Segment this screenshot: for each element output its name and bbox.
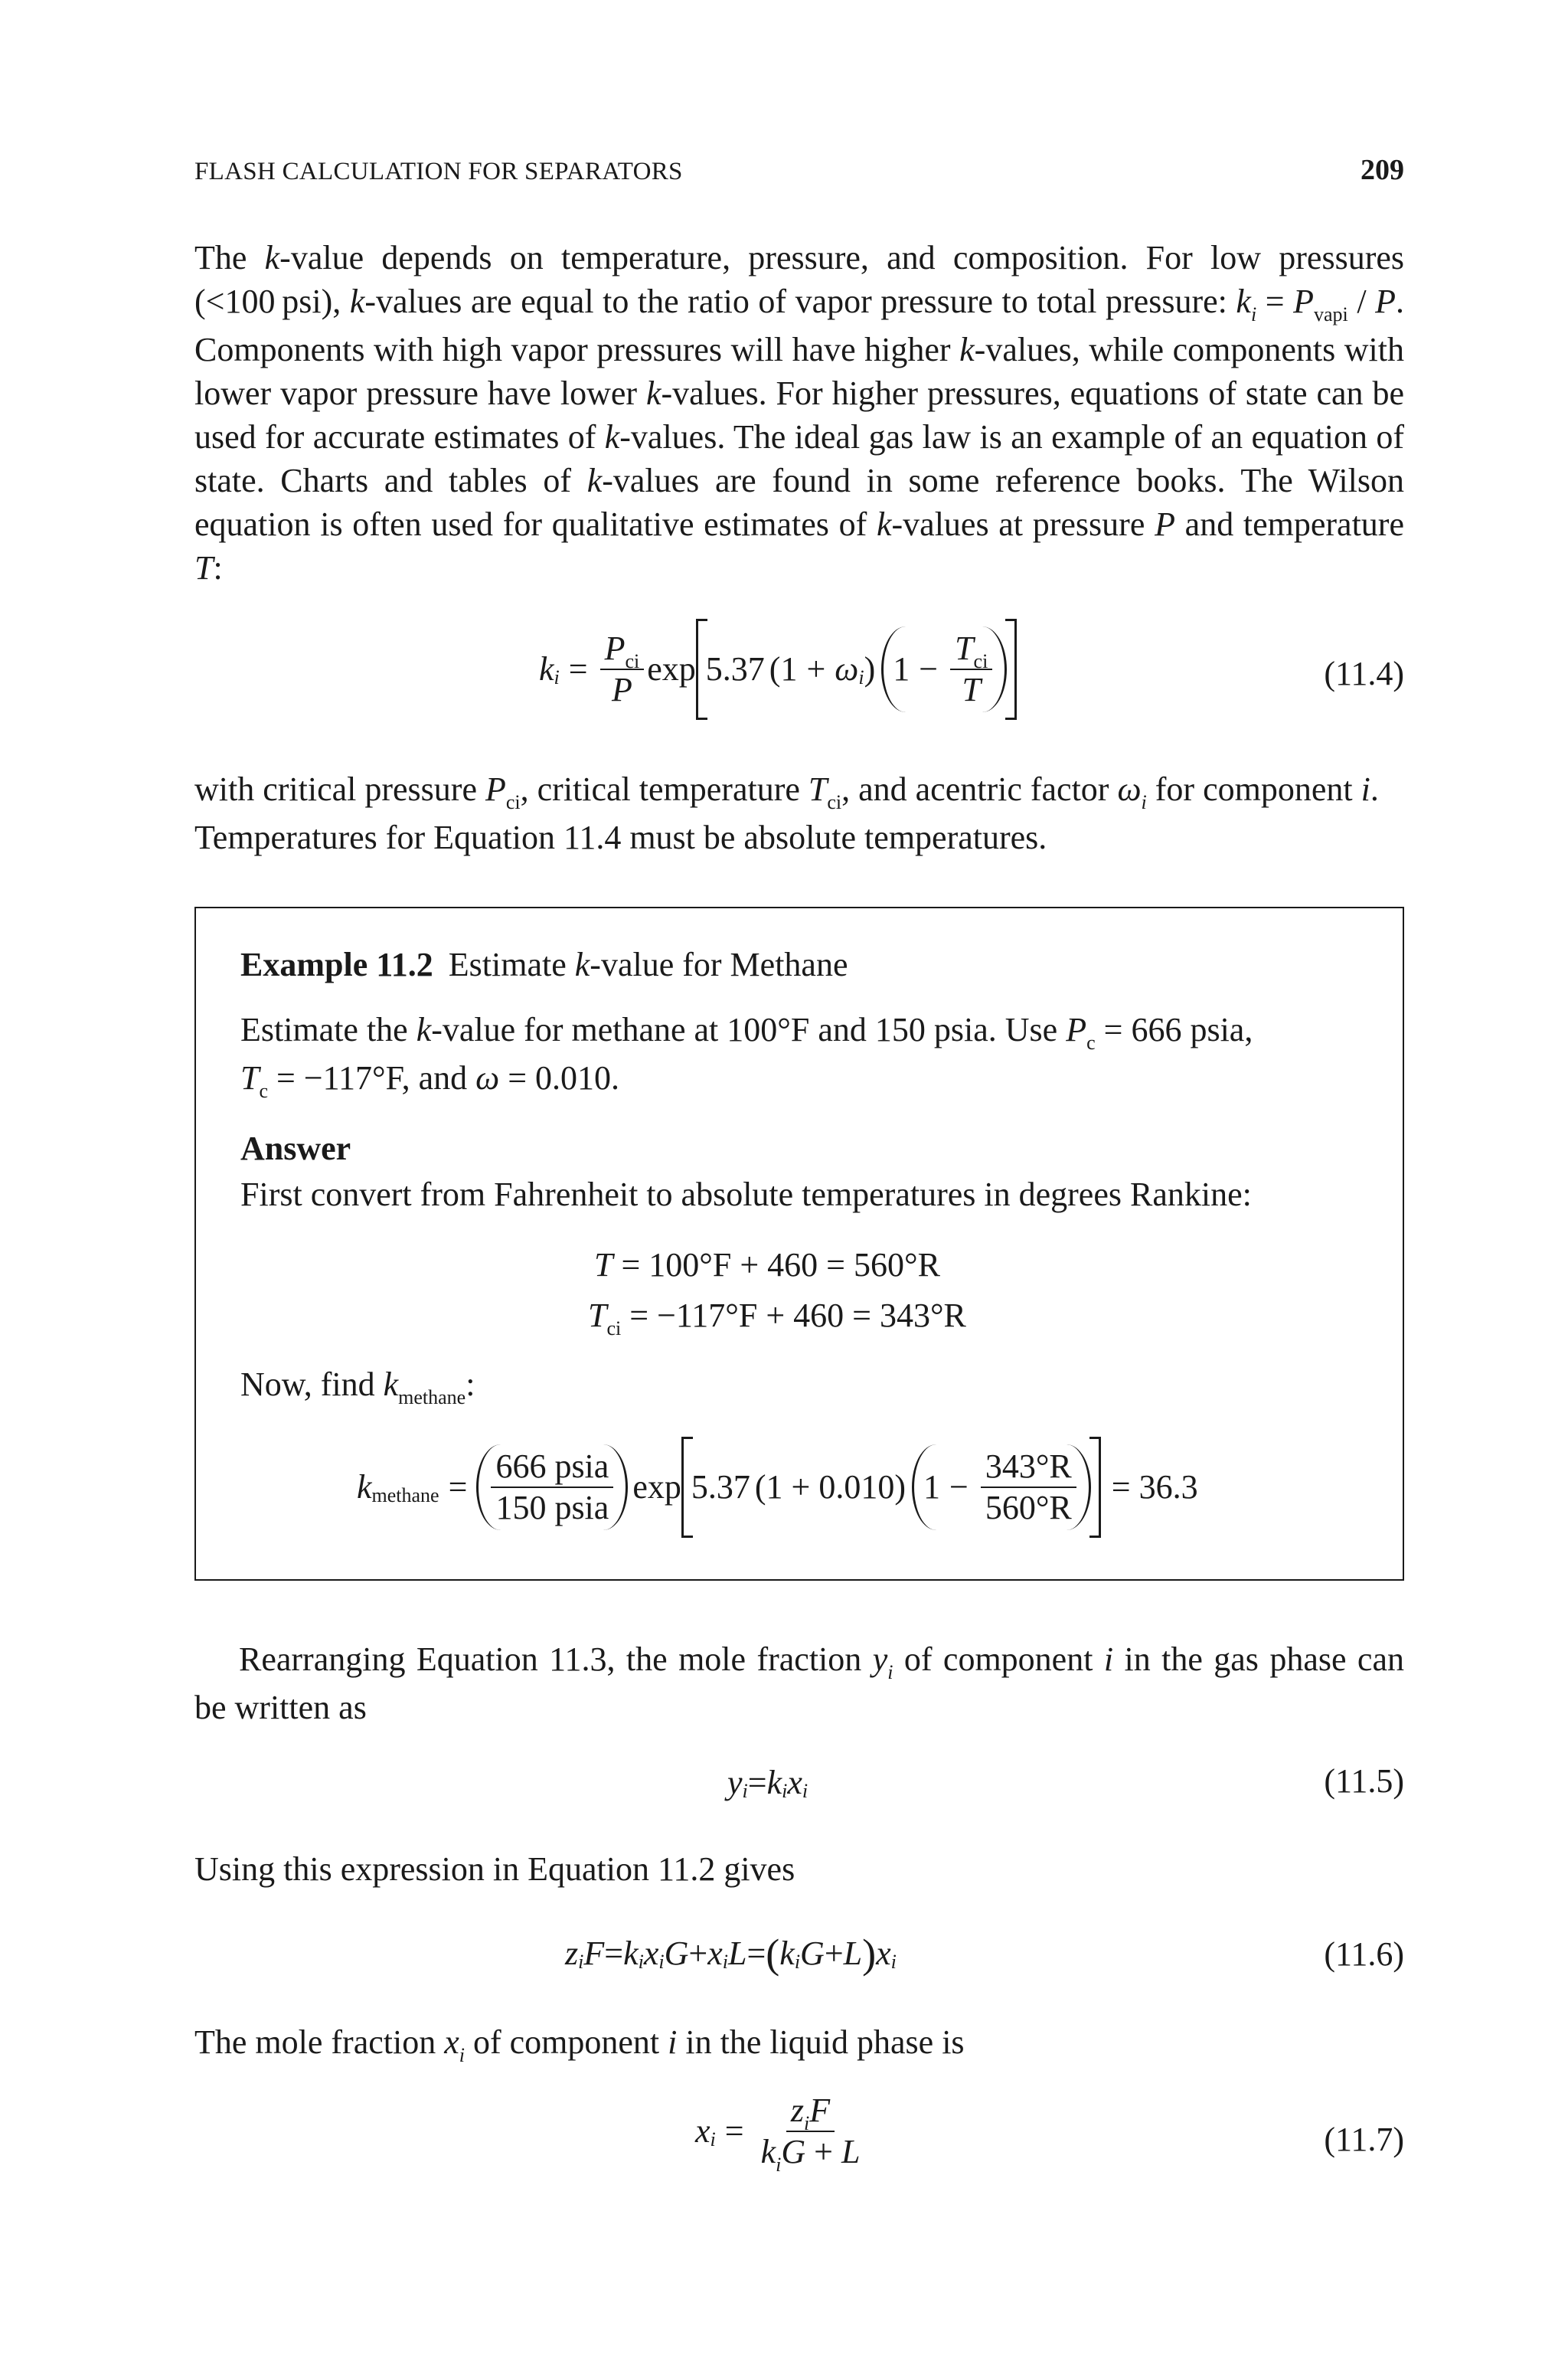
text: i [890,1951,897,1973]
text: 5.37 [691,1468,750,1506]
text: G [800,1935,825,1972]
square-bracket: 5.37 ( 1 + ω i ) 1 − $\frac{T_{ci}}{T}$ [696,619,1018,720]
conversion-t [594,1245,1130,1284]
text: k [604,418,620,456]
text: k [623,1935,639,1972]
answer-text: First convert from Fahrenheit to absolute temperatures in degrees Rankine: [240,1176,1252,1213]
text: exp [647,650,696,688]
answer-heading: Answer [240,1130,351,1167]
text: i [802,1780,808,1802]
text: = [746,1935,766,1972]
text: i [887,1661,893,1683]
text: -values. The ideal gas law is an example of an equation of state. Charts and tables of [194,418,1404,499]
text: + [806,650,826,688]
text: k [349,283,365,320]
text: 1 [780,650,798,688]
text: , and acentric factor [841,770,1118,808]
text: , critical temperature [520,770,808,808]
text: 1 [893,650,910,688]
fraction-rankine [981,1447,1076,1526]
text: = [448,1468,468,1506]
text: = 666 psia, [1095,1011,1253,1048]
methane-calculation [357,1437,1198,1538]
text: k [383,1366,399,1403]
equation-number: (11.4) [1324,655,1404,692]
text: x [787,1764,802,1801]
calculation-result: = 36.3 [1111,1468,1198,1506]
text: P [611,671,632,708]
fraction-pci-over-p [600,632,645,707]
text: P [1293,283,1314,320]
equation-11-6 [194,1927,1404,1980]
text: − [949,1468,969,1506]
text: = [724,2112,744,2150]
text: 5.37 [705,650,765,688]
text: . Components with high vapor pressures will have higher [194,283,1404,368]
text: x [695,2112,710,2150]
text: Rearranging Equation 11.3, the mole fraction [239,1640,873,1678]
text: i [658,1951,665,1973]
equation-11-4-body [539,619,1017,720]
text: P [1066,1011,1087,1048]
text: i [742,1780,748,1802]
text: + [824,1935,844,1972]
text: -values at pressure [891,505,1155,543]
text: -values. For higher pressures, equations of state can be used for accurate estimates of [194,374,1404,456]
text: with critical pressure [194,770,485,808]
text: k [357,1468,372,1506]
page [194,0,1404,2368]
text: i [1141,791,1147,813]
equation-11-5 [194,1761,1404,1807]
text: The mole fraction [194,2023,445,2061]
fraction-psia [491,1447,613,1526]
text: of component [893,1640,1104,1678]
example-box [194,907,1404,1581]
equation-11-7-body [695,2092,867,2176]
text: i [782,1780,788,1802]
text: T [240,1059,260,1097]
text: methane [371,1484,439,1506]
text: k [586,462,603,499]
mole-fraction-paragraph [194,2020,1404,2069]
text: T [588,1297,607,1334]
text: i [1361,770,1370,808]
fraction-tci-over-t [950,632,992,707]
text: = −117°F, and [268,1059,476,1097]
text: ω [475,1059,500,1097]
text: 343°R [981,1450,1076,1488]
text: 1 [923,1468,940,1506]
text: Now, find [240,1366,384,1403]
text: k [574,946,590,983]
equation-11-4 [194,613,1404,728]
text: z [565,1935,579,1972]
page-number: 209 [1361,154,1404,186]
text: ci [625,650,640,672]
text: T [194,549,214,587]
text: of component [464,2023,668,2061]
running-head-title: FLASH CALCULATION FOR SEPARATORS [194,158,683,185]
text: x [643,1935,659,1972]
text: P [1375,283,1396,320]
text: : [466,1366,475,1403]
text: i [638,1951,644,1973]
text: in the liquid phase is [677,2023,965,2061]
text: -value for methane at 100°F and 150 psia. Use [431,1011,1067,1048]
text: F [809,2092,831,2129]
text: k [416,1011,432,1048]
text: ω [1117,770,1142,808]
equation-number: (11.5) [1324,1762,1404,1800]
conversion-tci [588,1296,1124,1339]
critical-paragraph [194,767,1404,859]
text: i [668,2023,678,2061]
equation-number: (11.7) [1324,2121,1404,2158]
text: L [841,2133,861,2170]
text: = −117°F + 460 = 343°R [621,1297,966,1334]
text: i [804,2112,810,2134]
text: c [1086,1032,1096,1054]
text: k [876,505,892,543]
text: G [664,1935,689,1972]
equation-11-6-body: z i F = k i x i G + x i L = ( k i G + L ) x i [565,1931,897,1977]
text: k [766,1764,782,1801]
text: − [919,650,939,688]
text: i [578,1951,584,1973]
text: i [794,1951,801,1973]
text: in the gas phase can be written as [194,1640,1404,1726]
text: k [539,650,554,688]
text: ci [973,650,988,672]
intro-paragraph [194,236,1404,590]
text: ω [835,650,859,688]
now-find [240,1365,1358,1408]
text: k [959,331,975,368]
text: G [781,2133,806,2170]
text: L [843,1935,863,1972]
text: ci [606,1317,622,1339]
text: -values are found in some reference books. The Wilson equation is often used for qualitative estimates of [194,462,1404,543]
text: i [858,666,864,688]
text: T [808,770,828,808]
equation-number: (11.6) [1324,1935,1404,1973]
text: i [554,666,560,688]
text: i [459,2044,465,2066]
square-bracket: 5.37 ( 1 + 0.010 ) 1 − $\frac{343^\circ R}{560^\circ R}$ [681,1437,1101,1538]
text: methane [398,1386,466,1408]
example-label: Example 11.2 [240,946,433,983]
text: 560°R [985,1489,1072,1526]
running-header [194,153,1404,199]
text: P [1155,505,1175,543]
text: i [1250,303,1257,325]
text: Estimate [448,946,575,983]
text: k [779,1935,795,1972]
fraction-zif-over-kig-l [756,2092,865,2176]
text: The [194,239,265,276]
text: = 100°F + 460 = 560°R [612,1246,940,1284]
paren-group [912,1444,1091,1530]
text: : [213,549,223,587]
text: -value for Methane [590,946,848,983]
text: and temperature [1174,505,1404,543]
text: i [1103,1640,1114,1678]
text: Temperatures for Equation 11.4 must be absolute temperatures. [194,819,1047,856]
text: P [485,770,506,808]
text: + [688,1935,708,1972]
using-paragraph: Using this expression in Equation 11.2 gives [194,1850,795,1888]
text: 150 psia [495,1489,609,1526]
text: Estimate the [240,1011,416,1048]
text: for component [1146,770,1361,808]
text: -values, while components with lower vapor pressure have lower [194,331,1404,412]
text: vapi [1314,303,1348,325]
text: i [722,1951,728,1973]
text: k [760,2133,776,2170]
text: T [594,1246,613,1284]
text: T [955,630,974,667]
text: k [646,374,662,412]
text: c [259,1080,269,1102]
text: k [1236,283,1251,320]
text: P [604,630,626,667]
text: T [962,671,981,708]
paren-group [881,626,1007,712]
text: 666 psia [491,1450,613,1488]
text: = [568,650,588,688]
equation-11-5-body [727,1766,808,1800]
text: x [444,2023,459,2061]
text: / [1348,283,1376,320]
text: x [876,1935,891,1972]
text: = [1256,283,1294,320]
text: F [583,1935,605,1972]
text: -value depends on temperature, pressure, and composition. For low pressures (<100 psi), [194,239,1404,320]
text: = [747,1764,767,1801]
text: y [727,1764,743,1801]
text: i [776,2154,782,2176]
text: = [604,1935,624,1972]
text: . [1370,770,1379,808]
text: exp [632,1468,681,1506]
text: i [710,2128,716,2150]
rearranging-paragraph [194,1637,1404,1729]
text: ci [505,791,521,813]
text: y [872,1640,888,1678]
text: -values are equal to the ratio of vapor pressure to total pressure: [364,283,1236,320]
example-statement [240,1008,1358,1104]
paren-psia-ratio [476,1444,628,1530]
text: x [707,1935,723,1972]
text: ci [827,791,842,813]
text: 1 + 0.010 [766,1468,895,1506]
text: + [805,2133,841,2170]
text: L [727,1935,747,1972]
text: = 0.010. [499,1059,620,1097]
example-title [240,945,1358,984]
text: k [264,239,280,276]
text: z [790,2092,805,2129]
equation-11-7 [194,2088,1404,2203]
